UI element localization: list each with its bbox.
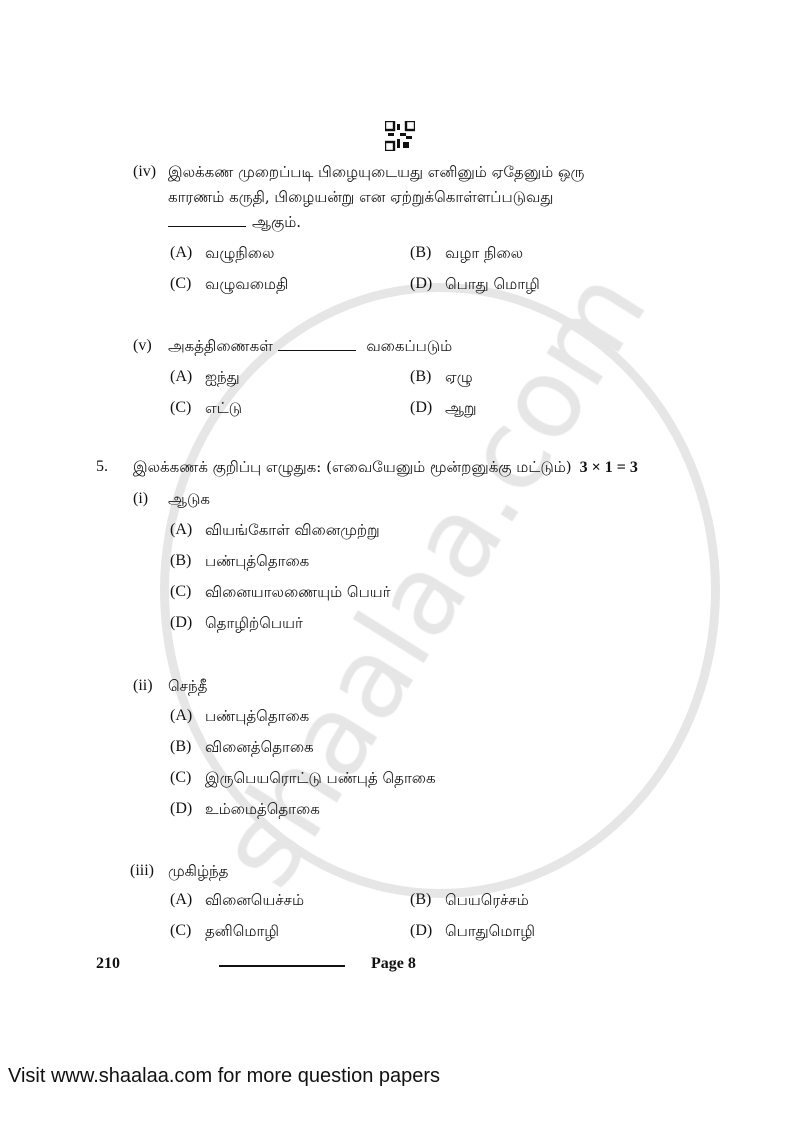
option-label: (A) [170, 521, 193, 538]
option-text: வழுநிலை [205, 244, 275, 262]
sub-question-number: (ii) [133, 677, 153, 694]
sub-question-word: முகிழ்ந்த [168, 862, 229, 880]
option-text: இருபெயரொட்டு பண்புத் தொகை [205, 769, 436, 787]
option-text: தனிமொழி [205, 922, 280, 940]
question-text: இலக்கண முறைப்படி பிழையுடையது எனினும் ஏதேனும் ஒரு [168, 163, 585, 181]
option-label: (A) [170, 707, 193, 724]
option-label: (A) [170, 244, 193, 261]
option-label: (B) [410, 368, 432, 385]
question-text-start: அகத்திணைகள் [168, 337, 273, 355]
question-text: இலக்கணக் குறிப்பு எழுதுக: (எவையேனும் மூன்றனுக்கு மட்டும்) [133, 458, 572, 476]
option-label: (B) [170, 552, 192, 569]
page-number: Page 8 [371, 955, 416, 972]
option-label: (A) [170, 891, 193, 908]
footer-divider [219, 965, 345, 967]
option-text: வினையாலணையும் பெயர் [205, 583, 391, 601]
option-text: ஆறு [445, 399, 477, 417]
option-text: தொழிற்பெயர் [205, 614, 303, 632]
question-text [168, 336, 452, 356]
paper-code: 210 [96, 955, 120, 972]
option-text: வழா நிலை [445, 244, 524, 262]
option-text: வினைத்தொகை [205, 738, 314, 756]
question-number: (iv) [133, 163, 157, 180]
option-text: பண்புத்தொகை [205, 552, 310, 570]
sub-question-number: (i) [133, 490, 149, 507]
answer-blank [278, 336, 356, 351]
option-label: (C) [170, 275, 192, 292]
option-text: வியங்கோள் வினைமுற்று [205, 521, 380, 539]
question-text [168, 212, 301, 232]
sub-question-word: செந்தீ [168, 677, 208, 695]
question-text: காரணம் கருதி, பிழையன்று என ஏற்றுக்கொள்ளப்படுவது [168, 188, 554, 206]
question-text-end: ஆகும். [252, 213, 302, 231]
option-label: (C) [170, 769, 192, 786]
option-label: (D) [170, 800, 193, 817]
question-text-end: வகைப்படும் [366, 337, 453, 355]
option-label: (C) [170, 922, 192, 939]
question-number: 5. [96, 458, 108, 475]
option-label: (D) [410, 399, 433, 416]
visit-link[interactable]: Visit www.shaalaa.com for more question papers [8, 1065, 441, 1087]
answer-blank [168, 212, 246, 227]
question-number: (v) [133, 337, 152, 354]
question-line [133, 457, 638, 478]
option-text: ஏழு [445, 368, 473, 386]
sub-question-word: ஆடுக [168, 490, 210, 508]
marks: 3 × 1 = 3 [579, 459, 638, 476]
option-label: (B) [410, 244, 432, 261]
qr-code-icon [385, 121, 415, 151]
option-text: பொது மொழி [445, 275, 540, 293]
option-label: (C) [170, 399, 192, 416]
option-label: (B) [170, 738, 192, 755]
sub-question-number: (iii) [130, 862, 154, 879]
option-text: வழுவமைதி [205, 275, 289, 293]
option-text: வினையெச்சம் [205, 891, 305, 909]
option-label: (B) [410, 891, 432, 908]
option-label: (C) [170, 583, 192, 600]
option-label: (D) [410, 275, 433, 292]
option-text: ஐந்து [205, 368, 240, 386]
option-text: எட்டு [205, 399, 243, 417]
option-text: பொதுமொழி [445, 922, 536, 940]
option-label: (D) [410, 922, 433, 939]
option-text: உம்மைத்தொகை [205, 800, 320, 818]
option-label: (A) [170, 368, 193, 385]
option-text: பண்புத்தொகை [205, 707, 310, 725]
option-label: (D) [170, 614, 193, 631]
option-text: பெயரெச்சம் [445, 891, 529, 909]
